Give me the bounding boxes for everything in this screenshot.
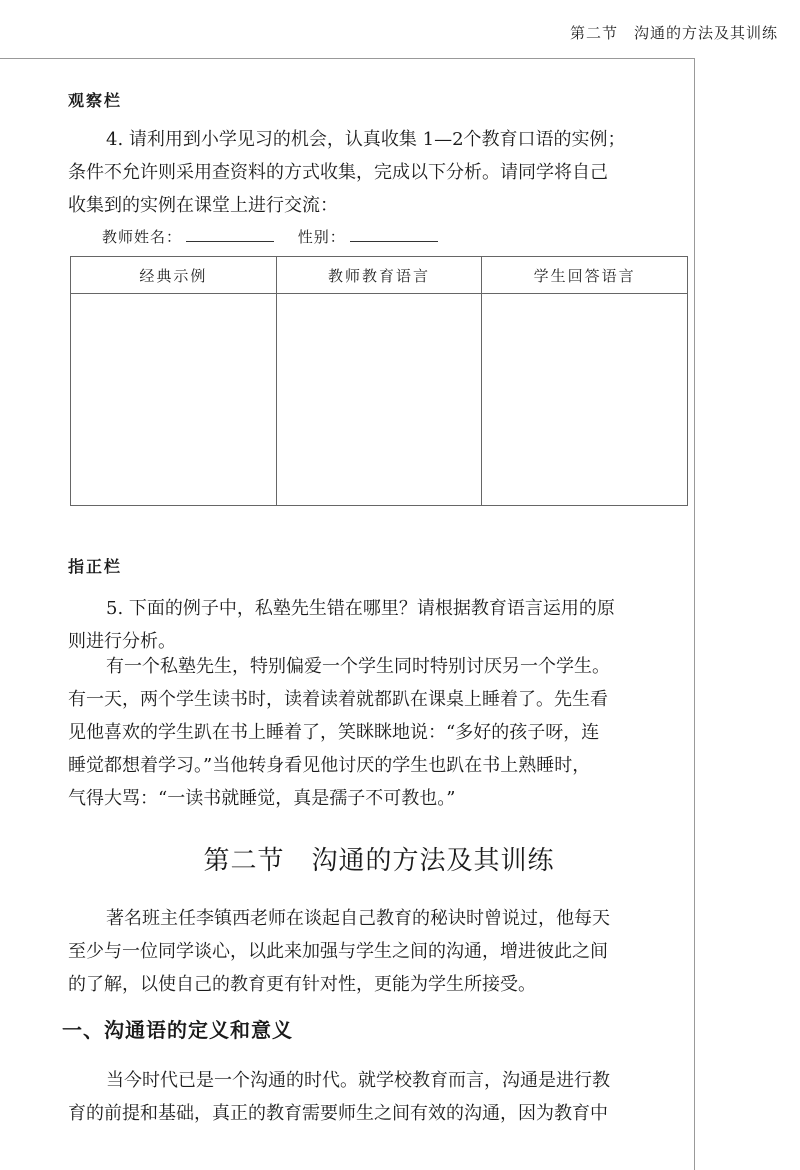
header-rule [0,58,694,59]
text-line: 有一天，两个学生读书时，读着读着就都趴在课桌上睡着了。先生看 [68,689,608,710]
text-line: 当今时代已是一个沟通的时代。就学校教育而言，沟通是进行教 [106,1070,610,1091]
table-row [71,294,688,506]
text-line: 的了解，以使自己的教育更有针对性，更能为学生所接受。 [68,974,536,995]
text-line: 见他喜欢的学生趴在书上睡着了，笑眯眯地说：“多好的孩子呀，连 [68,722,600,743]
story-paragraph [68,650,690,815]
margin-rule [694,58,695,1170]
teacher-name-label: 教师姓名： [102,228,183,246]
text-line: 则进行分析。 [68,631,176,652]
text-line: 收集到的实例在课堂上进行交流： [68,195,338,216]
body-paragraph [68,1064,690,1130]
gender-label: 性别： [297,228,346,246]
teacher-name-blank [186,227,274,242]
text-line: 至少与一位同学谈心，以此来加强与学生之间的沟通，增进彼此之间 [68,941,608,962]
text-line: 育的前提和基础，真正的教育需要师生之间有效的沟通，因为教育中 [68,1103,608,1124]
text-line: 4. 请利用到小学见习的机会，认真收集 1—2个教育口语的实例； [106,129,626,150]
observe-heading: 观察栏 [68,91,123,110]
correct-task [68,592,690,658]
section-title: 第二节 沟通的方法及其训练 [203,846,555,876]
text-line: 著名班主任李镇西老师在谈起自己教育的秘诀时曾说过，他每天 [106,908,610,929]
text-line: 睡觉都想着学习。”当他转身看见他讨厌的学生也趴在书上熟睡时， [68,755,591,776]
table-header-cell: 经典示例 [71,257,277,294]
teacher-info-form [102,226,456,247]
table-header-row [71,257,688,294]
correct-heading: 指正栏 [68,557,123,576]
table-cell [482,294,688,506]
subheading: 一、沟通语的定义和意义 [62,1018,293,1042]
table-cell [276,294,482,506]
text-line: 5. 下面的例子中，私塾先生错在哪里？请根据教育语言运用的原 [106,598,615,619]
observe-task [68,123,690,222]
gender-blank [350,227,438,242]
table-header-cell: 学生回答语言 [482,257,688,294]
text-line: 条件不允许则采用查资料的方式收集，完成以下分析。请同学将自己 [68,162,608,183]
example-table [70,256,688,506]
table-header-cell: 教师教育语言 [276,257,482,294]
intro-paragraph [68,902,690,1001]
text-line: 有一个私塾先生，特别偏爱一个学生同时特别讨厌另一个学生。 [106,656,610,677]
running-header: 第二节 沟通的方法及其训练 [569,24,778,42]
table-cell [71,294,277,506]
text-line: 气得大骂：“一读书就睡觉，真是孺子不可教也。” [68,788,456,809]
